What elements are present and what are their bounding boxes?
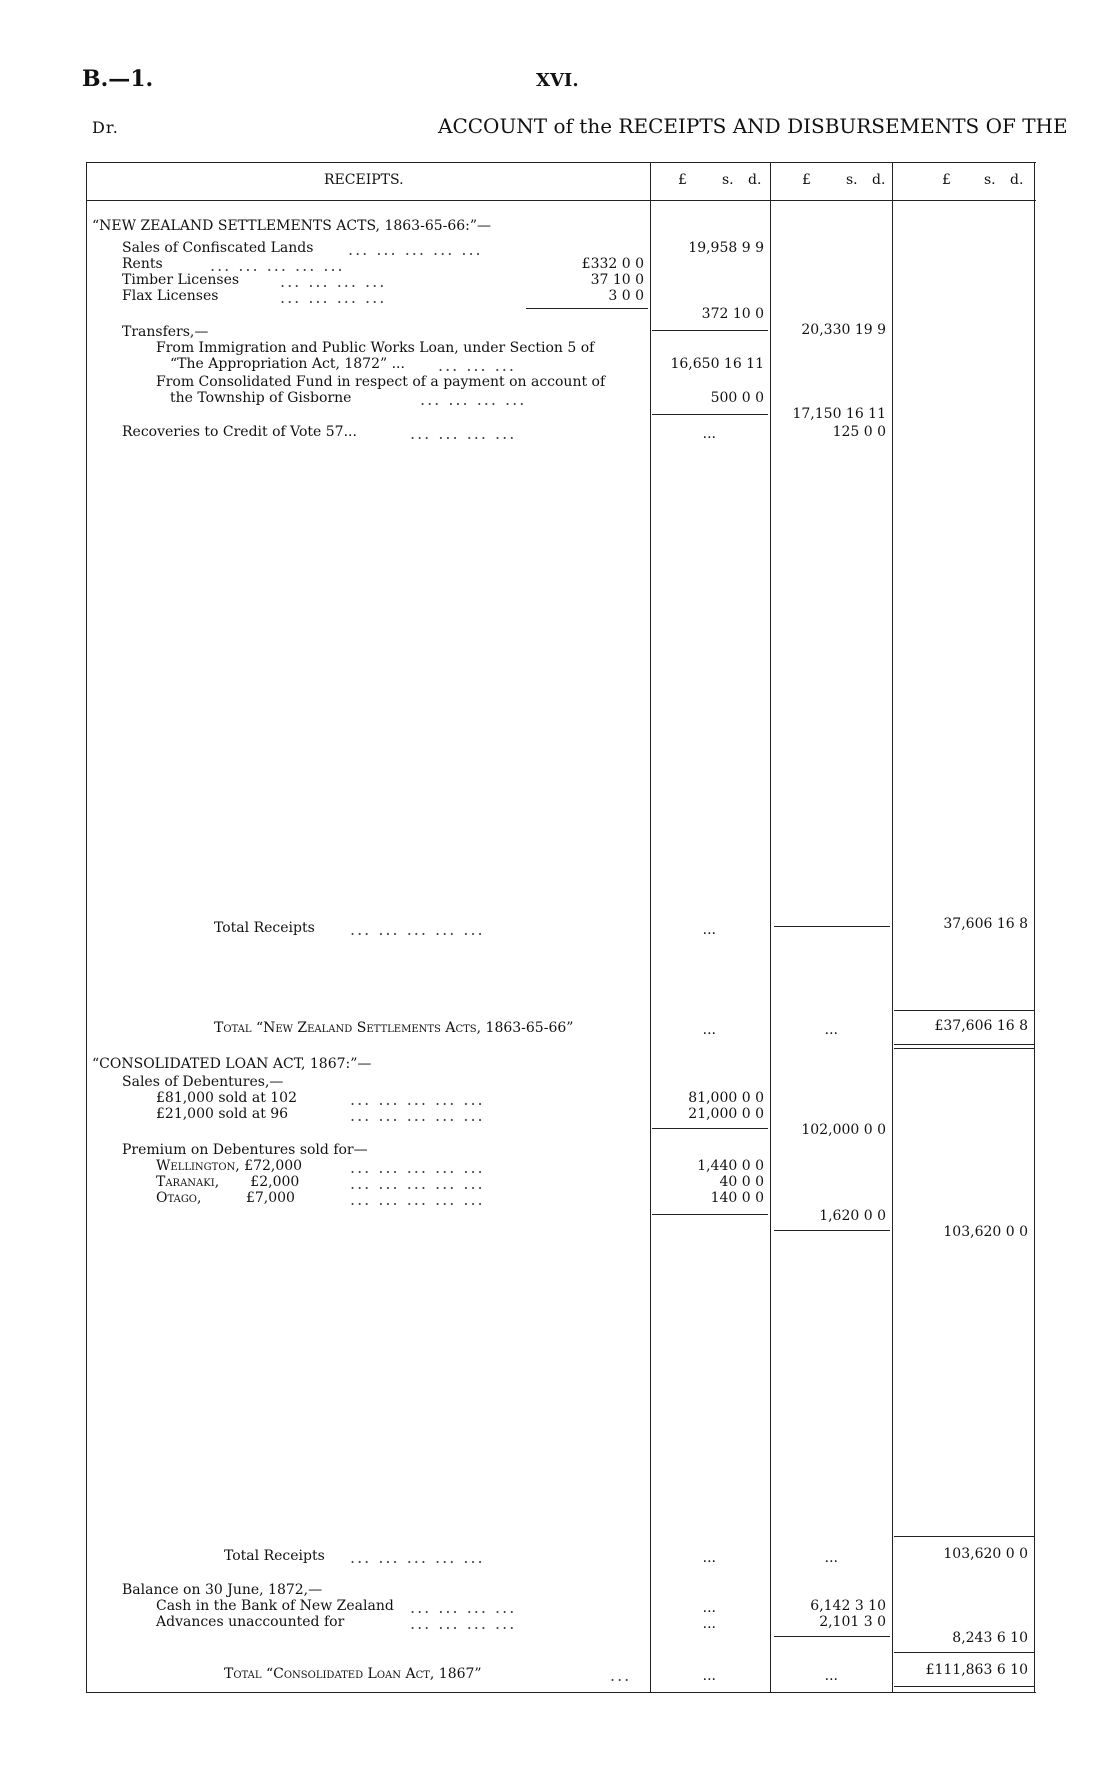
nzsa-grand-total-label: Total “New Zealand Settlements Acts, 1863-65-66” [214,1020,574,1036]
leader-dots: ... ... ... ... [280,288,387,307]
recoveries-amount: 125 0 0 [832,424,886,440]
cash-col1-dots: ... [702,1600,716,1616]
col3-double-rule-2 [894,1048,1034,1049]
transfers-total: 17,150 16 11 [792,406,886,422]
nzsa-heading: “NEW ZEALAND SETTLEMENTS ACTS, 1863-65-66:”— [92,218,492,234]
col3-double-rule-1 [894,1044,1034,1045]
cla-total-receipts-label: Total Receipts [224,1548,325,1564]
col-divider-3 [892,162,893,1692]
col-divider-2 [770,162,771,1692]
leader-dots: ... ... ... ... ... [348,240,483,259]
sale2-amount: 21,000 0 0 [688,1106,764,1122]
cla-grand-col1-dots: ... [702,1668,716,1684]
leader-dots: ... ... ... ... [410,1598,517,1617]
transfer2-line2: the Township of Gisborne [170,390,352,406]
cla-total-col1-dots: ... [702,1550,716,1566]
cla-col2-rule [774,1230,890,1231]
sale1-amount: 81,000 0 0 [688,1090,764,1106]
cla-total-receipts-amount: 103,620 0 0 [943,1546,1028,1562]
account-title: ACCOUNT of the RECEIPTS AND DISBURSEMENTS OF THE [438,114,1068,138]
col2-shilling-header: s. [846,172,858,188]
cla-sales-total: 102,000 0 0 [801,1122,886,1138]
cla-grand-total-amount: £111,863 6 10 [925,1662,1028,1678]
receipts-column-header: RECEIPTS. [324,172,404,188]
leader-dots: ... ... ... ... [420,390,527,409]
nzsa-grand-col2-dots: ... [824,1022,838,1038]
col2-pound-header: £ [802,172,811,188]
licenses-total: 372 10 0 [701,306,764,322]
leader-dots: ... ... ... ... [280,272,387,291]
col2-pence-header: d. [872,172,886,188]
leader-dots: ... ... ... ... ... [350,1106,485,1125]
transfer1-line2: “The Appropriation Act, 1872” ... [170,356,405,372]
sales-debentures-label: Sales of Debentures,— [122,1074,284,1090]
leader-dots: ... ... ... ... ... [350,1158,485,1177]
leader-dots: ... [610,1666,632,1685]
table-top-rule [86,162,1036,163]
cla-double-rule [894,1686,1034,1687]
col1-pound-header: £ [678,172,687,188]
cla-grand-col2-dots: ... [824,1668,838,1684]
leader-dots: ... ... ... ... ... [350,920,485,939]
col3-shilling-header: s. [984,172,996,188]
cla-heading: “CONSOLIDATED LOAN ACT, 1867:”— [92,1056,372,1072]
balance-total: 8,243 6 10 [952,1630,1028,1646]
leader-dots: ... ... ... ... ... [350,1090,485,1109]
sale2-label: £21,000 sold at 96 [156,1106,289,1122]
cla-combined-total: 103,620 0 0 [943,1224,1028,1240]
premium-wellington-amount: 1,440 0 0 [697,1158,764,1174]
table-bottom-rule [86,1692,1036,1693]
premium-taranaki-amount: 40 0 0 [719,1174,764,1190]
nzsa-grand-total-amount: £37,606 16 8 [934,1018,1028,1034]
premium-otago-label: Otago, £7,000 [156,1190,295,1206]
cash-label: Cash in the Bank of New Zealand [156,1598,394,1614]
transfer1-line1: From Immigration and Public Works Loan, under Section 5 of [156,340,595,356]
leader-dots: ... ... ... [438,356,516,375]
flax-licenses-amount: 3 0 0 [608,288,644,304]
sales-confiscated-amount: 19,958 9 9 [688,240,764,256]
col1-pence-header: d. [748,172,762,188]
leader-dots: ... ... ... ... ... [350,1190,485,1209]
sales-confiscated-label: Sales of Confiscated Lands [122,240,314,256]
transfers-label: Transfers,— [122,324,209,340]
nzsa-total-col1-dots: ... [702,922,716,938]
cla-grand-total-label: Total “Consolidated Loan Act, 1867” [224,1666,482,1682]
premium-otago-amount: 140 0 0 [710,1190,764,1206]
col3-pound-header: £ [942,172,951,188]
advances-label: Advances unaccounted for [156,1614,345,1630]
timber-licenses-label: Timber Licenses [122,272,240,288]
sale1-label: £81,000 sold at 102 [156,1090,297,1106]
leader-dots: ... ... ... ... [410,1614,517,1633]
col-divider-1 [650,162,651,1692]
page-number: XVI. [536,70,579,91]
right-border [1034,162,1035,1692]
leader-dots: ... ... ... ... ... [210,256,345,275]
debit-marker: Dr. [92,118,119,137]
col2-sum-rule [774,926,890,927]
cla-grand-rule [894,1652,1034,1653]
flax-licenses-label: Flax Licenses [122,288,219,304]
premium-wellington-label: Wellington, £72,000 [156,1158,303,1174]
nzsa-total-receipts-label: Total Receipts [214,920,315,936]
col1-shilling-header: s. [722,172,734,188]
col1-sum-rule-2 [652,414,768,415]
nzsa-subtotal: 20,330 19 9 [801,322,886,338]
recoveries-label: Recoveries to Credit of Vote 57... [122,424,357,440]
cash-amount: 6,142 3 10 [810,1598,886,1614]
nzsa-total-receipts-amount: 37,606 16 8 [943,916,1028,932]
cla-col3-rule [894,1536,1034,1537]
leader-dots: ... ... ... ... ... [350,1174,485,1193]
transfer1-amount: 16,650 16 11 [670,356,764,372]
premium-taranaki-label: Taranaki, £2,000 [156,1174,300,1190]
transfer2-amount: 500 0 0 [710,390,764,406]
nzsa-grand-col1-dots: ... [702,1022,716,1038]
balance-label: Balance on 30 June, 1872,— [122,1582,323,1598]
leader-dots: ... ... ... ... [410,424,517,443]
cla-sales-rule [652,1128,768,1129]
cla-total-col2-dots: ... [824,1550,838,1566]
advances-amount: 2,101 3 0 [819,1614,886,1630]
col1-sum-rule [652,330,768,331]
rents-label: Rents [122,256,163,272]
rents-amount: £332 0 0 [581,256,644,272]
left-border [86,162,87,1692]
timber-licenses-amount: 37 10 0 [590,272,644,288]
transfer2-line1: From Consolidated Fund in respect of a payment on account of [156,374,606,390]
cla-premium-total: 1,620 0 0 [819,1208,886,1224]
header-bottom-rule [86,200,1036,201]
cla-premium-rule [652,1214,768,1215]
leader-dots: ... ... ... ... ... [350,1548,485,1567]
col3-pence-header: d. [1010,172,1024,188]
premium-label: Premium on Debentures sold for— [122,1142,368,1158]
recoveries-col1-dots: ... [702,426,716,442]
balance-rule [774,1636,890,1637]
advances-col1-dots: ... [702,1616,716,1632]
page-reference: B.—1. [82,66,154,92]
licenses-sum-rule [526,308,648,309]
col3-rule [894,1010,1034,1011]
